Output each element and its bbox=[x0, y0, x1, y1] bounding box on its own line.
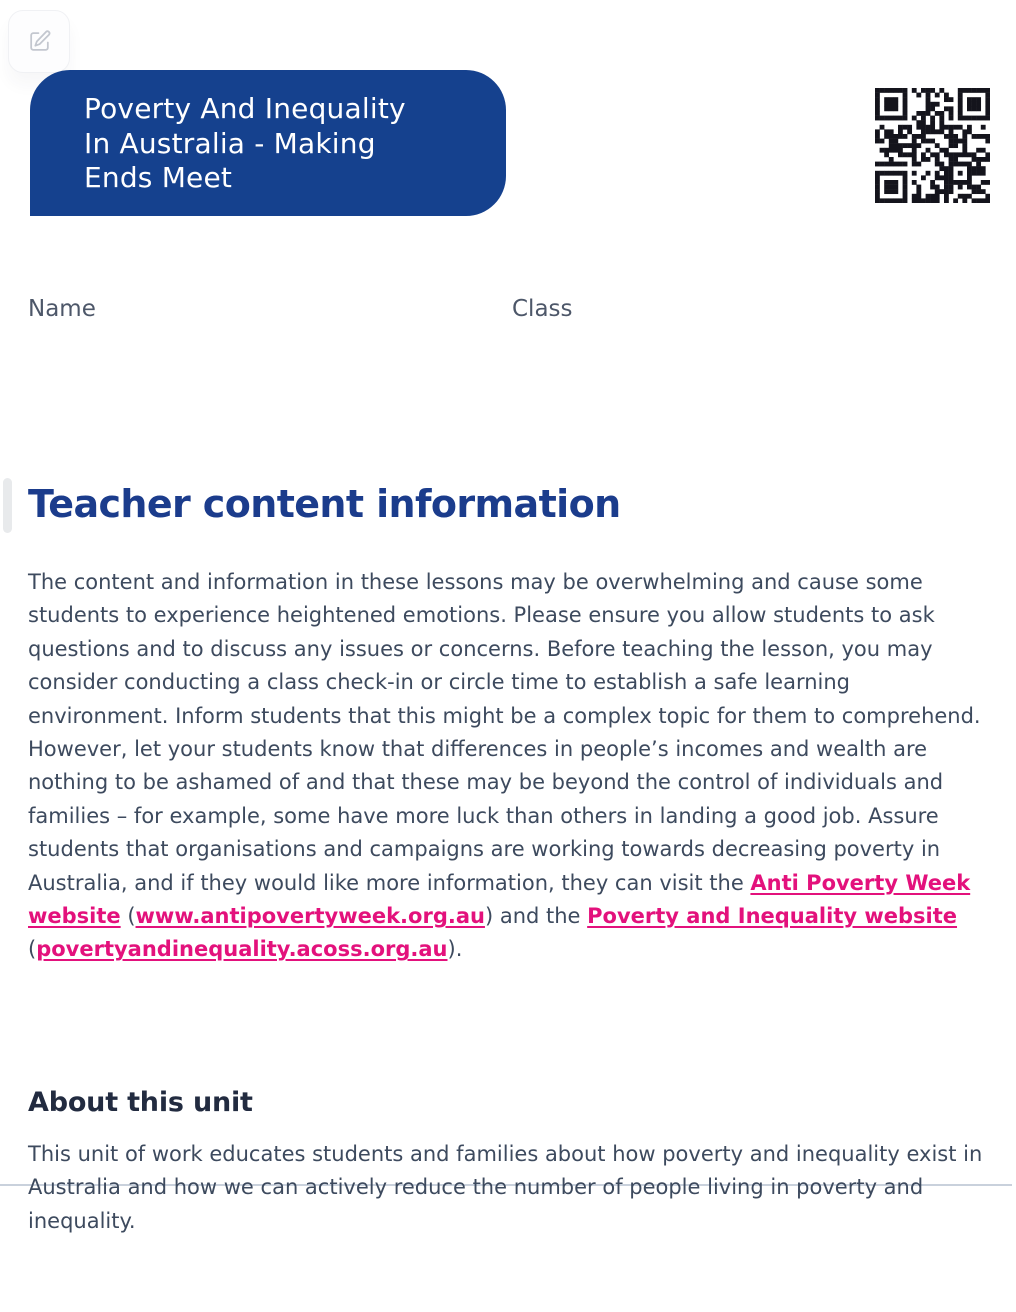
qr-code bbox=[875, 88, 990, 203]
content-link[interactable]: www.antipovertyweek.org.au bbox=[135, 904, 485, 929]
paragraph-text: ( bbox=[28, 937, 37, 962]
content-link[interactable]: Poverty and Inequality website bbox=[587, 904, 958, 929]
content-link[interactable]: povertyandinequality.acoss.org.au bbox=[36, 937, 448, 962]
about-unit-paragraph: This unit of work educates students and families about how poverty and inequality exist in Australia and how we can actively reduce the number of people living in poverty and inequality. bbox=[28, 1142, 983, 1233]
teacher-content-heading: Teacher content information bbox=[28, 482, 621, 526]
about-unit-heading: About this unit bbox=[28, 1087, 253, 1118]
content-link[interactable]: Anti Poverty Week website bbox=[28, 870, 971, 929]
worksheet-title: Poverty And Inequality In Australia - Making Ends Meet bbox=[84, 92, 406, 194]
paragraph-text: ) and the bbox=[484, 904, 588, 929]
edit-pencil-icon bbox=[27, 29, 52, 54]
paragraph-text: The content and information in these lessons may be overwhelming and cause some students to experience heightened emotions. Please ensure you allow students to ask questions and to discuss any issues or concerns. Before teaching the lesson, you may consider conducting a class check-in or circle time to establish a safe learning environment. Inform students that this might be a complex topic for them to comprehend. However, let your students know that differences in people’s incomes and wealth are nothing to be ashamed of and that these may be beyond the control of individuals and families – for example, some have more luck than others in landing a good job. Assure students that organisations and campaigns are working towards decreasing poverty in Australia, and if they would like more information, they can visit the bbox=[28, 570, 981, 895]
edit-button[interactable] bbox=[8, 10, 70, 73]
paragraph-text: ( bbox=[120, 904, 136, 929]
section-accent-bar bbox=[3, 478, 12, 533]
title-banner bbox=[30, 70, 506, 216]
name-label: Name bbox=[28, 296, 96, 322]
paragraph-text: ). bbox=[447, 937, 463, 962]
class-label: Class bbox=[512, 296, 573, 322]
teacher-content-paragraph bbox=[28, 566, 991, 967]
